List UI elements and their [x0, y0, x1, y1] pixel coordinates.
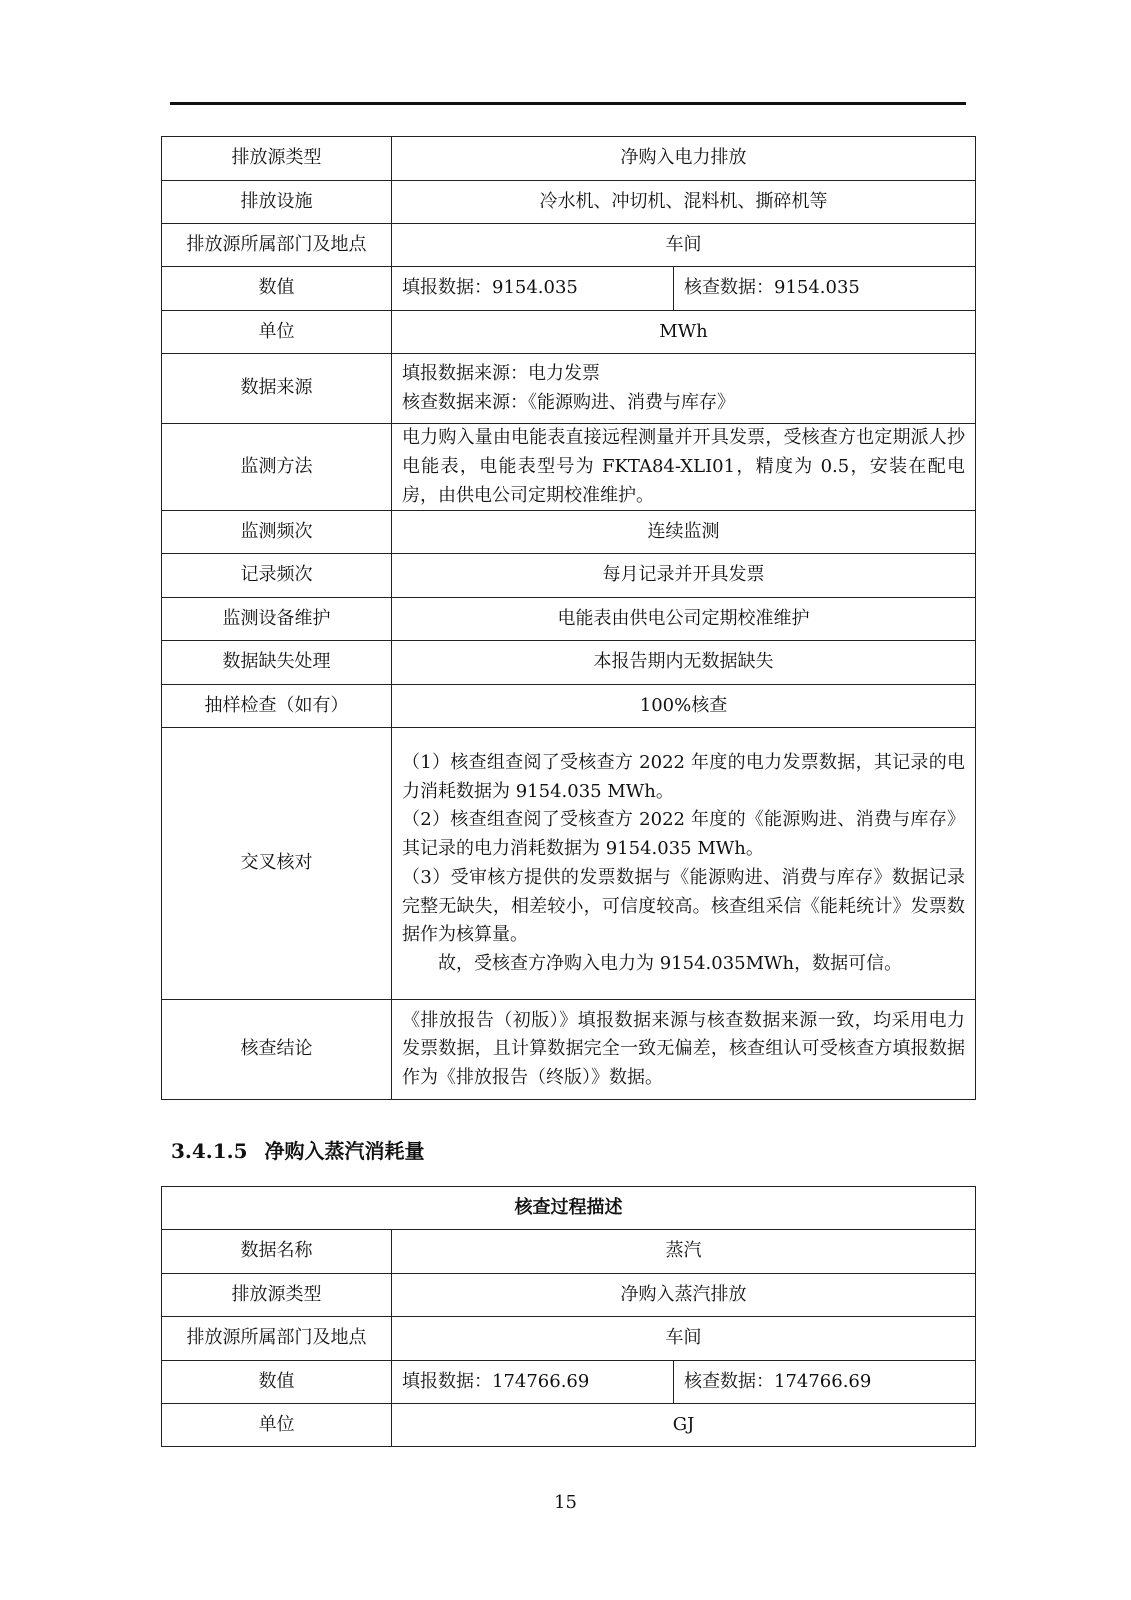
cross-check-conclusion: 故，受核查方净购入电力为 9154.035MWh，数据可信。: [438, 953, 903, 975]
row-value: 电能表由供电公司定期校准维护: [392, 598, 976, 641]
header-rule: [170, 102, 966, 105]
row-label: 监测频次: [162, 511, 392, 554]
row-label: 排放设施: [162, 181, 392, 224]
table-row: [162, 554, 976, 598]
row-label: 记录频次: [162, 554, 392, 598]
row-label: 数值: [162, 1361, 392, 1404]
row-label: 监测设备维护: [162, 598, 392, 641]
section-heading: [171, 1138, 425, 1164]
row-value: 本报告期内无数据缺失: [392, 641, 976, 685]
table-row: [162, 685, 976, 728]
table-row: [162, 224, 976, 267]
row-value: 冷水机、冲切机、混料机、撕碎机等: [392, 181, 976, 224]
steam-verification-table: [161, 1186, 976, 1447]
row-label: 监测方法: [162, 424, 392, 511]
cross-check-paragraph: （1）核查组查阅了受核查方 2022 年度的电力发票数据，其记录的电力消耗数据为 9154.035 MWh。: [402, 751, 965, 802]
table-row: [162, 354, 976, 424]
table-row: [162, 311, 976, 354]
table-row: [162, 1230, 976, 1274]
row-label: 排放源类型: [162, 137, 392, 181]
row-label: 单位: [162, 311, 392, 354]
table-row: [162, 728, 976, 1000]
reported-source: 填报数据来源：电力发票: [402, 362, 600, 384]
row-value: GJ: [392, 1404, 976, 1447]
table-row: [162, 267, 976, 311]
table-row: [162, 598, 976, 641]
row-value: 连续监测: [392, 511, 976, 554]
table-row: [162, 641, 976, 685]
row-value: 每月记录并开具发票: [392, 554, 976, 598]
cross-check-cell: [392, 728, 976, 1000]
data-source-cell: [392, 354, 976, 424]
table-row: [162, 424, 976, 511]
table-row: [162, 1404, 976, 1447]
table-caption: 核查过程描述: [162, 1187, 976, 1230]
page-number: 15: [554, 1492, 577, 1513]
row-value: 车间: [392, 1317, 976, 1361]
row-value: 净购入蒸汽排放: [392, 1274, 976, 1317]
row-label: 交叉核对: [162, 728, 392, 1000]
row-value: 蒸汽: [392, 1230, 976, 1274]
table-row: [162, 137, 976, 181]
cross-check-paragraph: （2）核查组查阅了受核查方 2022 年度的《能源购进、消费与库存》其记录的电力消耗数据为 9154.035 MWh。: [402, 809, 965, 860]
row-value: 100%核查: [392, 685, 976, 728]
electricity-verification-table: [161, 136, 976, 1100]
row-value: MWh: [392, 311, 976, 354]
verified-source: 核查数据来源：《能源购进、消费与库存》: [402, 391, 735, 413]
row-label: 数据缺失处理: [162, 641, 392, 685]
row-label: 核查结论: [162, 1000, 392, 1100]
table-row: [162, 181, 976, 224]
reported-value: 填报数据：174766.69: [392, 1361, 674, 1404]
row-value: 《排放报告（初版）》填报数据来源与核查数据来源一致，均采用电力发票数据，且计算数据完全一致无偏差，核查组认可受核查方填报数据作为《排放报告（终版）》数据。: [392, 1000, 976, 1100]
verified-value: 核查数据：9154.035: [674, 267, 976, 311]
row-label: 排放源所属部门及地点: [162, 224, 392, 267]
table-row: [162, 1274, 976, 1317]
section-title: 净购入蒸汽消耗量: [264, 1139, 425, 1163]
row-label: 抽样检查（如有）: [162, 685, 392, 728]
row-label: 排放源类型: [162, 1274, 392, 1317]
table-row: [162, 1361, 976, 1404]
row-value: 电力购入量由电能表直接远程测量并开具发票，受核查方也定期派人抄电能表，电能表型号为 FKTA84-XLI01，精度为 0.5，安装在配电房，由供电公司定期校准维护。: [392, 424, 976, 511]
row-label: 单位: [162, 1404, 392, 1447]
table-row: [162, 1000, 976, 1100]
row-value: 净购入电力排放: [392, 137, 976, 181]
row-label: 数据来源: [162, 354, 392, 424]
reported-value: 填报数据：9154.035: [392, 267, 674, 311]
cross-check-paragraph: （3）受审核方提供的发票数据与《能源购进、消费与库存》数据记录完整无缺失，相差较小，可信度较高。核查组采信《能耗统计》发票数据作为核算量。: [402, 866, 965, 946]
row-label: 数值: [162, 267, 392, 311]
row-value: 车间: [392, 224, 976, 267]
row-label: 排放源所属部门及地点: [162, 1317, 392, 1361]
table-row: [162, 511, 976, 554]
row-label: 数据名称: [162, 1230, 392, 1274]
table-caption-row: [162, 1187, 976, 1230]
section-number: 3.4.1.5: [171, 1139, 248, 1163]
verified-value: 核查数据：174766.69: [674, 1361, 976, 1404]
table-row: [162, 1317, 976, 1361]
